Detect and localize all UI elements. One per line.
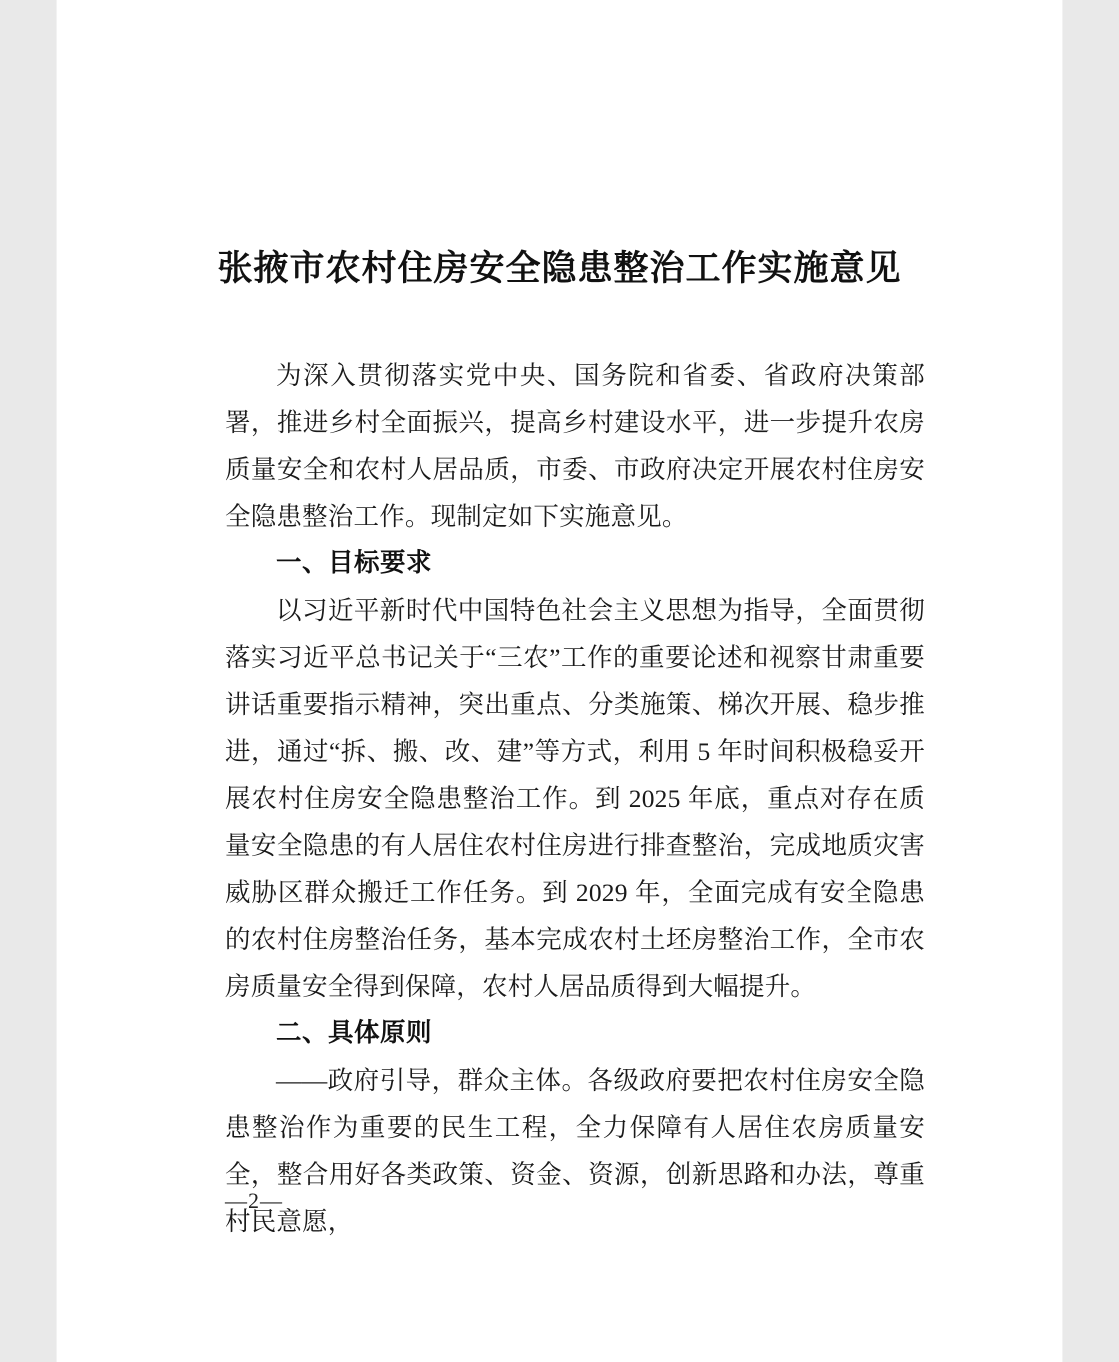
- paragraph-section-2-body: ——政府引导，群众主体。各级政府要把农村住房安全隐患整治作为重要的民生工程，全力保障有人居住农房质量安全，整合用好各类政策、资金、资源，创新思路和办法，尊重村民意愿，: [225, 1066, 925, 1236]
- paragraph-intro: 为深入贯彻落实党中央、国务院和省委、省政府决策部署，推进乡村全面振兴，提高乡村建设水平，进一步提升农房质量安全和农村人居品质，市委、市政府决定开展农村住房安全隐患整治工作。现制定如下实施意见。: [225, 361, 925, 531]
- document-page: [57, 0, 1062, 1362]
- page-margin-right: [1062, 0, 1119, 1362]
- paragraph-section-1-body: 以习近平新时代中国特色社会主义思想为指导，全面贯彻落实习近平总书记关于“三农”工作的重要论述和视察甘肃重要讲话重要指示精神，突出重点、分类施策、梯次开展、稳步推进，通过“拆、搬、改、建”等方式，利用 5 年时间积极稳妥开展农村住房安全隐患整治工作。到 2025 年底，重点对存在质量安全隐患的有人居住农村住房进行排查整治，完成地质灾害威胁区群众搬迁工作任务。到 2029 年，全面完成有安全隐患的农村住房整治任务，基本完成农村土坯房整治工作，全市农房质量安全得到保障，农村人居品质得到大幅提升。: [225, 596, 925, 1001]
- page-number: —2—: [225, 1188, 283, 1213]
- section-heading-2: 二、具体原则: [276, 1019, 433, 1047]
- document-body: [225, 352, 925, 1245]
- page-content: [57, 0, 1062, 1362]
- section-heading-1: 一、目标要求: [276, 549, 433, 577]
- page-margin-left: [0, 0, 57, 1362]
- page-title: 张掖市农村住房安全隐患整治工作实施意见: [217, 249, 902, 288]
